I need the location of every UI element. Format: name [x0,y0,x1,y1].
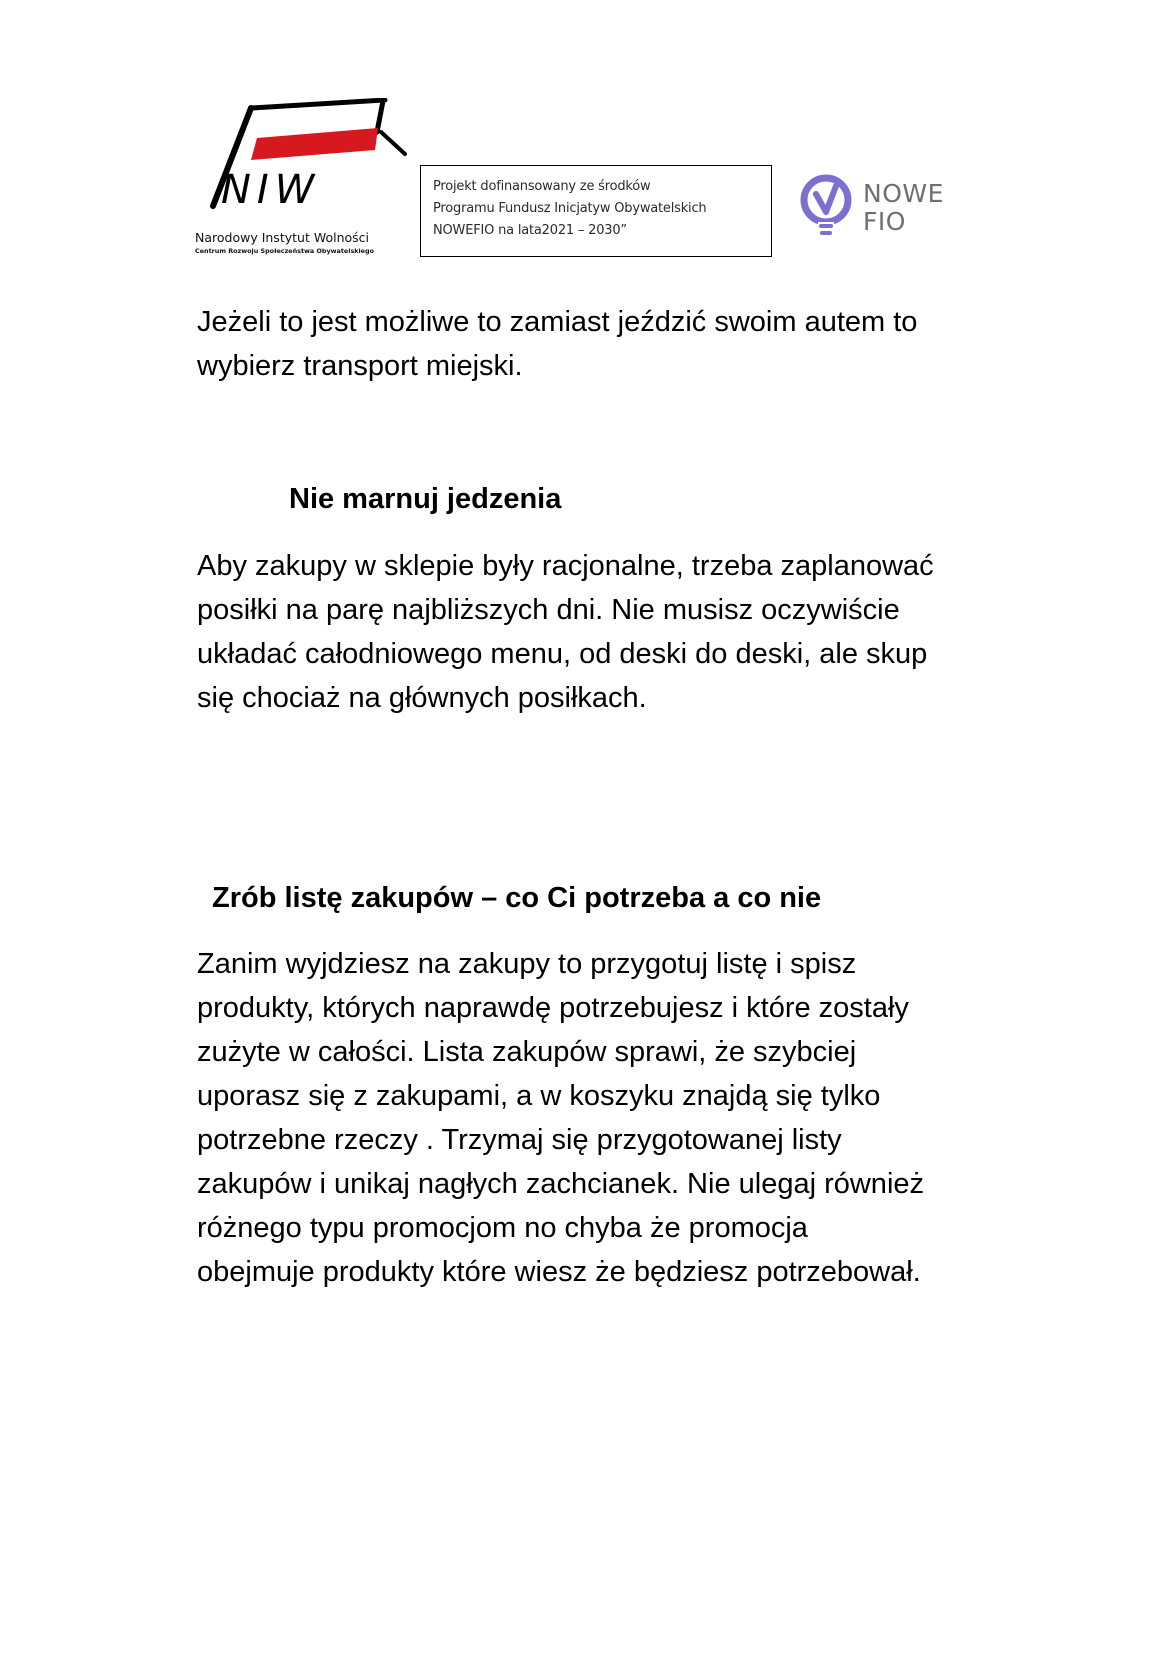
paragraph-line: potrzebne rzeczy . Trzymaj się przygotowanej listy [197,1124,842,1156]
paragraph-line: Zanim wyjdziesz na zakupy to przygotuj listę i spisz [197,948,857,980]
shopping-list-heading: Zrób listę zakupów – co Ci potrzeba a co nie [212,882,822,914]
niw-subname: Centrum Rozwoju Społeczeństwa Obywatelskiego [195,247,374,255]
fio-logo-word: FIO [863,207,906,236]
nowe-fio-logo [798,172,958,244]
paragraph-line: produkty, których naprawdę potrzebujesz i które zostały [197,992,909,1024]
project-line: NOWEFIO na lata2021 – 2030” [433,223,627,238]
paragraph-line: się chociaż na głównych posiłkach. [197,682,647,714]
project-line: Programu Fundusz Inicjatyw Obywatelskich [433,201,707,216]
project-line: Projekt dofinansowany ze środków [433,179,651,194]
project-funding-box [420,165,772,257]
shopping-list-paragraph [197,942,997,1294]
niw-name: Narodowy Instytut Wolności [195,230,369,245]
niw-mark-text: NIW [221,167,321,213]
lightbulb-icon [798,172,858,244]
paragraph-line: wybierz transport miejski. [197,350,523,382]
paragraph-line: obejmuje produkty które wiesz że będziesz potrzebował. [197,1256,921,1288]
paragraph-line: Jeżeli to jest możliwe to zamiast jeździć swoim autem to [197,306,918,338]
paragraph-line: zakupów i unikaj nagłych zachcianek. Nie ulegaj również [197,1168,925,1200]
fio-logo-word: NOWE [863,179,944,208]
paragraph-line: zużyte w całości. Lista zakupów sprawi, że szybciej [197,1036,857,1068]
transport-paragraph [197,300,997,388]
food-heading: Nie marnuj jedzenia [289,483,562,515]
paragraph-line: różnego typu promocjom no chyba że promocja [197,1212,808,1244]
paragraph-line: posiłki na parę najbliższych dni. Nie musisz oczywiście [197,594,900,626]
paragraph-line: uporasz się z zakupami, a w koszyku znajdą się tylko [197,1080,881,1112]
paragraph-line: Aby zakupy w sklepie były racjonalne, trzeba zaplanować [197,550,934,582]
food-paragraph [197,544,997,720]
paragraph-line: układać całodniowego menu, od deski do deski, ale skup [197,638,928,670]
niw-logo [195,98,415,258]
